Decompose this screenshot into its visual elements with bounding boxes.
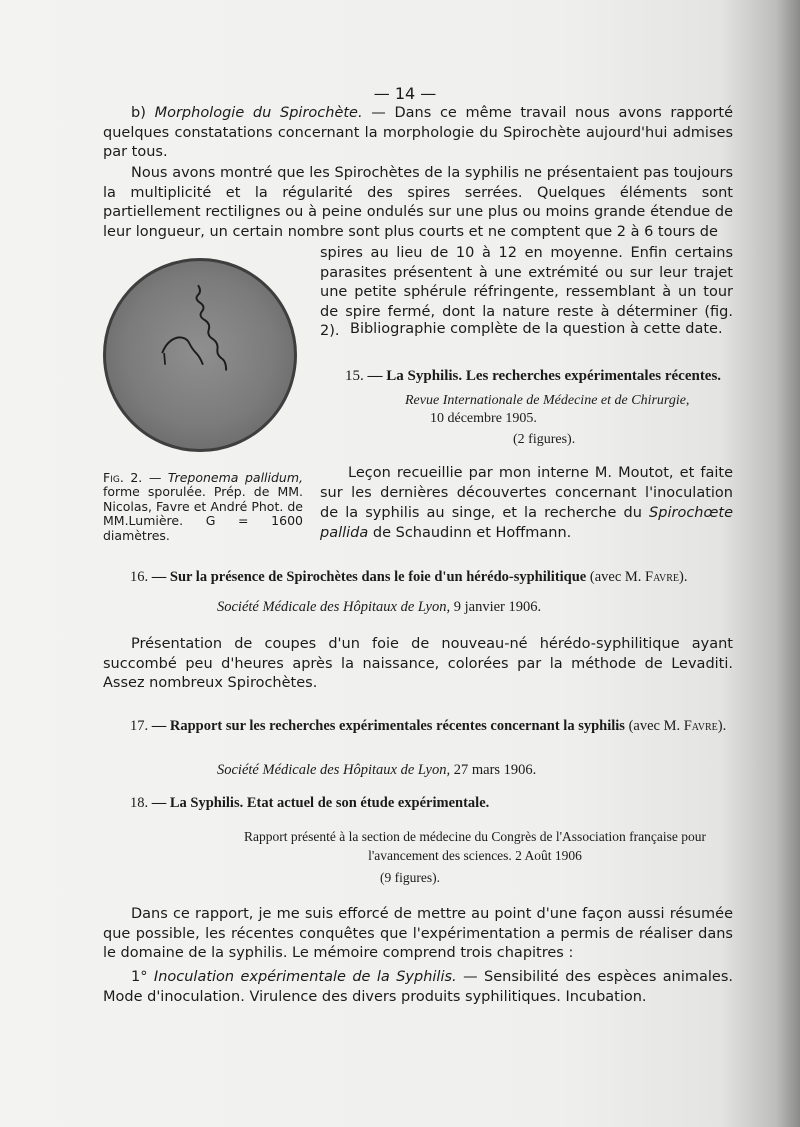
entry-15-text-end: de Schaudinn et Hoffmann. [368,525,572,541]
figure-caption-text: forme sporulée. Prép. de MM. Nicolas, Favre et André Phot. de MM.Lumière. G = 1600 diamètres. [103,484,303,543]
entry-16-text: Présentation de coupes d'un foie de nouveau-né hérédo-syphilitique ayant succombé peu d'heures après la naissance, colorées par la méthode de Levaditi. Assez nombreux Spirochètes. [103,636,733,691]
spirochete-paragraph-continued: spires au lieu de 10 à 12 en moyenne. Enfin certains parasites présentent à une extrémité ou sur leur trajet une petite sphérule réfringente, ressemblant à un tour de spire fermé, dont la nature reste à déterminer (fig. 2). [320,245,733,339]
entry-16-title: — Sur la présence de Spirochètes dans le foie d'un hérédo-syphilitique [151,569,587,585]
entry-16-number: 16. [130,569,149,585]
entry-18-heading [130,795,489,812]
entry-18-paragraph: Dans ce rapport, je me suis efforcé de mettre au point d'une façon aussi résumée que possible, les récentes conquêtes que l'expérimentation a permis de réaliser dans le domaine de la syphilis. Le mémoire comprend trois chapitres : [103,906,733,961]
entry-17-close: ). [717,718,727,734]
item-title: Inoculation expérimentale de la Syphilis. [153,969,457,985]
section-label: b) [131,105,146,121]
entry-17-source-line [217,762,536,779]
entry-16-heading [130,569,688,586]
morphology-paragraph [103,104,733,163]
entry-16-author: Favre [645,569,680,585]
species-name: Spirochœte pallida [320,505,733,541]
entry-15-number: 15. [345,368,364,384]
item-text: — Sensibilité des espèces animales. Mode d'inoculation. Virulence des divers produits syphilitiques. Incubation. [103,969,734,1005]
entry-16-with: (avec M. [586,569,646,585]
entry-17-source: Société Médicale des Hôpitaux de Lyon, [217,762,451,778]
entry-18-report: Rapport présenté à la section de médecine du Congrès de l'Association française pour l'avancement des sciences. 2 Août 1906 [243,829,707,863]
figure-caption: Fig. 2. — Treponema pallidum, forme sporulée. Prép. de MM. Nicolas, Favre et André Phot. de MM.Lumière. G = 1600 diamètres. [103,469,303,543]
entry-18-figures: (9 figures). [380,870,440,885]
spirochete-paragraph: Nous avons montré que les Spirochètes de la syphilis ne présentaient pas toujours la multiplicité et la régularité des spires serrées. Quelques éléments sont partiellement rectilignes ou à peine ondulés sur une plus ou moins grande étendue de leur longueur, un certain nombre sont plus courts et ne comptent que 2 à 6 tours de [103,165,733,240]
page-number: — 14 — [373,84,437,103]
entry-18-title: — La Syphilis. Etat actuel de son étude expérimentale. [151,795,490,811]
entry-16-close: ). [679,569,688,585]
entry-16-date: 9 janvier 1906. [450,599,542,615]
entry-15-heading [345,368,721,385]
entry-15-text [320,463,733,543]
figure-label: Fig. 2. [103,469,143,485]
entry-15-date: 10 décembre 1905. [430,411,537,426]
bibliography-line: Bibliographie complète de la question à cette date. [350,321,723,337]
spirochete-micrograph [103,258,297,452]
entry-15-title: — La Syphilis. Les recherches expérimentales récentes. [367,368,722,384]
morphology-text: — Dans ce même travail nous avons rapporté quelques constatations concernant la morphologie du Spirochète aujourd'hui admises par tous. [103,105,734,160]
entry-17-number: 17. [130,718,149,734]
entry-17-heading [130,716,733,736]
entry-18-item-1 [103,968,733,1007]
entry-15-source: Revue Internationale de Médecine et de Chirurgie, [405,393,690,408]
entry-16-source-line [217,599,541,616]
item-number: 1° [131,969,148,985]
entry-17-author: Favre [683,718,718,734]
entry-15-text-start: Leçon recueillie par mon interne M. Moutot, et faite sur les dernières découvertes concernant l'inoculation de la syphilis au singe, et la recherche du [320,465,733,521]
section-title: Morphologie du Spirochète. [154,105,363,121]
entry-18-number: 18. [130,795,149,811]
entry-16-source: Société Médicale des Hôpitaux de Lyon, [217,599,451,615]
entry-15-figures: (2 figures). [513,432,576,447]
entry-17-date: 27 mars 1906. [450,762,537,778]
entry-17-with: (avec M. [624,718,684,734]
entry-17-title: — Rapport sur les recherches expérimentales récentes concernant la syphilis [151,718,625,734]
figure-caption-title: Treponema pallidum, [167,469,303,485]
